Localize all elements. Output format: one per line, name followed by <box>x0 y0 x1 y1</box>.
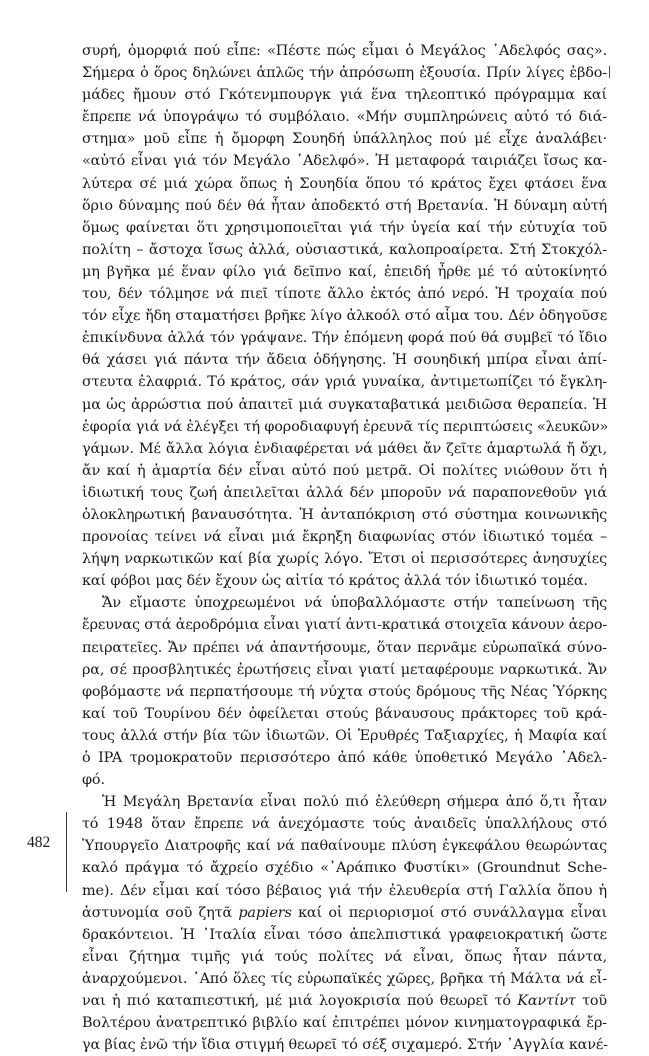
text-line: προνοίας τείνει νά εἶναι μιά ἔκρηξη διαφωνίας στόν ἰδιωτικό τομέα – <box>82 529 607 546</box>
text-line: δρακόντειοι. Ἡ ᾿Ιταλία εἶναι τόσο ἀπελπιστικά γραφειοκρατική ὥστε <box>82 926 607 943</box>
text-line: Ἡ Μεγάλη Βρετανία εἶναι πολύ πιό ἐλεύθερη σήμερα ἀπό ὅ,τι ἦταν <box>102 794 607 811</box>
text-line: Ὑπουργεῖο Διατροφῆς καί νά παθαίνουμε πλύση ἐγκεφάλου θεωρώντας <box>82 838 607 855</box>
body-text <box>82 40 607 1056</box>
text-line: πειρατεῖες. Ἄν πρέπει νά ἀπαντήσουμε, ὅταν περνᾶμε εὐρωπαϊκά σύνο- <box>82 639 607 656</box>
text-line: «αὐτό εἶναι γιά τόν Μεγάλο ᾿Αδελφό». Ἡ μεταφορά ταιριάζει ἴσως κα- <box>82 153 607 170</box>
text-line: γα βίας ἐνῶ τήν ἴδια στιγμή θεωρεῖ τό σέξ σιχαμερό. Στήν ᾿Αγγλία κανέ- <box>82 1037 608 1054</box>
text-line: καί τοῦ Τουρίνου δέν ὀφείλεται στούς βάναυσους πράκτορες τοῦ κρά- <box>82 705 607 722</box>
text-line: Σήμερα ὁ ὅρος δηλώνει ἁπλῶς τήν ἀπρόσωπη ἐξουσία. Πρίν λίγες ἑβδο- <box>82 65 607 82</box>
text-line: μη βγῆκα μέ ἕναν φίλο γιά δεῖπνο καί, ἐπειδή ἦρθε μέ τό αὐτοκίνητό <box>82 263 607 280</box>
page-number: 482 <box>27 834 51 851</box>
text-line: ἀναρχούμενοι. ᾿Από ὅλες τίς εὐρωπαϊκές χῶρες, βρῆκα τή Μάλτα νά εἶ- <box>82 970 607 987</box>
text-line: λύτερα σέ μιά χώρα ὅπως ἡ Σουηδία ὅπου τό κράτος ἔχει φτάσει ἕνα <box>82 175 607 192</box>
text-line: ὅμως φαίνεται ὅτι χρησιμοποιεῖται γιά τήν ὑγεία καί τήν εὐτυχία τοῦ <box>82 219 607 236</box>
text-line: ναι ἡ πιό καταπιεστική, μέ μιά λογοκρισία πού θεωρεῖ τό Καντίντ τοῦ <box>82 993 607 1010</box>
text-line: στευτα ἐλαφριά. Τό κράτος, σάν γριά γυναίκα, ἀντιμετωπίζει τό ἔγκλη- <box>82 374 607 391</box>
text-line: ρα, σέ προσβλητικές ἐρωτήσεις εἶναι γιατί μεταφέρουμε ναρκωτικά. Ἄν <box>82 661 607 678</box>
text-line: του, δέν τόλμησε νά πιεῖ τίποτε ἄλλο ἐκτός ἀπό νερό. Ἡ τροχαία πού <box>82 286 607 303</box>
text-line: ἔρευνας στά ἀεροδρόμια εἶναι γιατί ἀντι-κρατικά στοιχεῖα κάνουν ἀερο- <box>82 617 608 634</box>
text-line: me). Δέν εἶμαι καί τόσο βέβαιος γιά τήν ἐλευθερία στή Γαλλία ὅπου ἡ <box>82 882 607 899</box>
text-line: τό 1948 ὅταν ἔπρεπε νά ἀνεχόμαστε τούς ἀναιδεῖς ὑπαλλήλους στό <box>82 816 607 833</box>
text-line: μάδες ἤμουν στό Γκότενμπουργκ γιά ἕνα τηλεοπτικό πρόγραμμα καί <box>82 87 607 104</box>
text-line: τόν εἶχε ἤδη σταματήσει βρῆκε λίγο ἀλκοόλ στό αἷμα του. Δέν ὁδηγοῦσε <box>82 308 607 325</box>
text-line: Ἄν εἴμαστε ὑποχρεωμένοι νά ὑποβαλλόμαστε στήν ταπείνωση τῆς <box>102 595 607 612</box>
text-line: εἶναι ζήτημα τιμῆς γιά τούς πολίτες νά εἶναι, ὅπως ἦταν πάντα, <box>82 948 607 965</box>
text-line: θά χάσει γιά πάντα τήν ἄδεια ὁδήγησης. Ἡ σουηδική μπίρα εἶναι ἀπί- <box>82 352 607 369</box>
text-line: ὅριο δύναμης πού δέν θά ἦταν ἀποδεκτό στή Βρετανία. Ἡ δύναμη αὐτή <box>82 197 607 214</box>
text-line: ὁ IPA τρομοκρατοῦν περισσότερο ἀπό κάθε ὑποθετικό Μεγάλο ᾿Αδελ- <box>82 750 607 766</box>
margin-rule <box>66 812 67 892</box>
text-line: ἀστυνομία σοῦ ζητᾶ papiers καί οἱ περιορισμοί στό συνάλλαγμα εἶναι <box>82 904 607 921</box>
text-line: ἐπικίνδυνα ἀλλά τόν γράψανε. Τήν ἑπόμενη φορά πού θά συμβεῖ τό ἴδιο <box>82 330 607 347</box>
text-line: συρή, ὀμορφιά πού εἶπε: «Πέστε πώς εἶμαι ὁ Μεγάλος ᾿Αδελφός σας». <box>82 43 607 59</box>
page-edge-mark <box>609 66 610 78</box>
text-line: ἰδιωτική τους ζωή ἀπειλεῖται ἀλλά δέν μποροῦν νά παραπονεθοῦν γιά <box>82 484 607 501</box>
text-line: φοβόμαστε νά περπατήσουμε τή νύχτα στούς δρόμους τῆς Νέας Ὑόρκης <box>82 683 607 700</box>
text-line: ἄν καί ἡ ἁμαρτία δέν εἶναι αὐτό πού μετρᾶ. Οἱ πολίτες νιώθουν ὅτι ἡ <box>82 462 607 479</box>
text-line: στημα» μοῦ εἶπε ἡ ὄμορφη Σουηδή ὑπάλληλος πού μέ εἶχε ἀναλάβει· <box>82 131 607 148</box>
text-line: ἔπρεπε νά ὑπογράψω τό συμβόλαιο. «Μήν συμπληρώνεις αὐτό τό διά- <box>82 109 607 126</box>
text-line: γάμων. Μέ ἄλλα λόγια ἐνδιαφέρεται νά μάθει ἄν ζεῖτε ἁμαρτωλά ἤ ὄχι, <box>82 440 607 457</box>
text-line: Βολτέρου ἀνατρεπτικό βιβλίο καί ἐπιτρέπει μόνον κινηματογραφικά ἔρ- <box>82 1015 607 1032</box>
text-line: ἐφορία γιά νά ἐλέγξει τή φοροδιαφυγή ἐρευνᾶ τίς περιπτώσεις «λευκῶν» <box>82 418 609 435</box>
text-line: τους ἀλλά στήν βία τῶν ἰδιωτῶν. Οἱ Ἐρυθρές Ταξιαρχίες, ἡ Μαφία καί <box>82 727 607 744</box>
text-line: καλό πράγμα τό ἄχρείο σχέδιο «᾿Αράπικο Φυστίκι» (Groundnut Sche- <box>82 860 607 877</box>
text-line: μα ὡς ἀρρώστια πού ἀπαιτεῖ μιά συγκαταβατικά μειδιῶσα θεραπεία. Ἡ <box>82 396 607 413</box>
text-line: καί φόβοι μας δέν ἔχουν ὡς αἰτία τό κράτος ἀλλά τόν ἰδιωτικό τομέα. <box>82 573 588 590</box>
text-line: φό. <box>82 772 105 789</box>
text-line: λήψη ναρκωτικῶν καί βία χωρίς λόγο. Ἔτσι οἱ περισσότερες ἀνησυχίες <box>82 551 607 568</box>
text-line: πολίτη – ἄστοχα ἴσως ἀλλά, οὐσιαστικά, καλοπροαίρετα. Στή Στοκχόλ- <box>82 241 607 258</box>
text-line: ὁλοκληρωτική βαναυσότητα. Ἡ ἀνταπόκριση στό σύστημα κοινωνικῆς <box>82 506 607 523</box>
